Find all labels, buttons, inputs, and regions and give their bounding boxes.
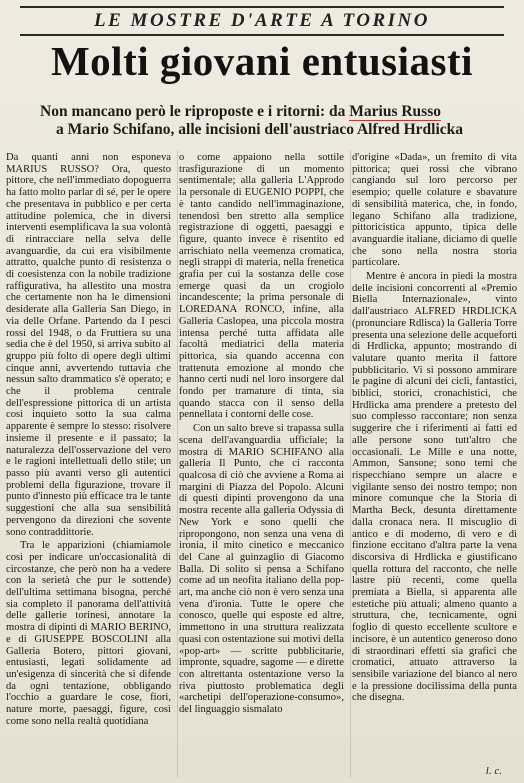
column-1 [6,152,171,778]
column-2 [179,152,344,778]
subhead-line1-pre: Non mancano però le riproposte e i ritorni: da [40,103,350,120]
author-signature: l. c. [485,765,502,777]
subheadline [40,103,510,139]
paragraph: Tra le apparizioni (chiamiamole così per indicare un'occasionalità di circostanze, che però non ha a vedere con la serietà che pur le sottende) dell'ultima settimana bisogna, perché sia completo il panorama dell'attività delle gallerie torinesi, annotare la mostra di dipinti di MARIO BERINO, e di GIUSEPPE BOSCOLINI alla Galleria Botero, pittori giovani, entusiasti, legati solidamente ad un'esigenza di sincerità che si difende da ogni tentazione, obbligando l'occhio a guardare le cose, fiori, nature morte, paesaggi, figure, così come sono nella realtà quotidiana [6,540,171,727]
paragraph: Da quanti anni non esponeva MARIUS RUSSO? Ora, questo pittore, che nell'immediato dopoguerra ha fatto molto parlar di sé, per le opere che presentava in pubblico e per certa attitudine polemica, che in diversi interventi esemplificava la sua volontà di rintracciare nella selva delle avanguardie, da cui era visibilmente attratto, qualche punto di resistenza o di coesistenza con la nobile tradizione raffigurativa, ha allestito una mostra che certamente non ha le dimensioni desiderate alla Galleria San Diego, in via delle Orfane. Partendo da I pesci rossi del 1948, o da Fruttiera su una sedia che è del 1950, si arriva subito al gruppo più folto di opere degli ultimi cinque anni, avvertendo tuttavia che nessun salto drammatico s'è operato; e che il problema centrale dell'espressione pittorica di un artista così inquieto sotto la sua calma apparente è sempre lo stesso: risolvere insieme il presente e il passato; la naturalezza dell'osservazione del vero e le ragioni intellettuali dello stile; un passo più avanti verso gli autentici problemi della figurazione, trovare il punto d'innesto più efficace tra le tante suggestioni che alla sua sensibilità pervengono da direzioni che sovente sono contraddittorie. [6,152,171,538]
subhead-line2: a Mario Schifano, alle incisioni dell'austriaco Alfred Hrdlicka [56,121,464,138]
headline: Molti giovani entusiasti [50,38,474,84]
paragraph: d'origine «Dada», un fremito di vita pittorica; quei rossi che vibrano cangiando sul loro percorso per esempio; quelle colature e sbavature di sensibilità materica, che, in fondo, legano Schifano alla tradizione, pittoricistica appunto, tipica delle avanguardie italiane, diciamo di quelle che sono nella nostra storia particolare. [352,152,517,269]
paragraph: o come appaiono nella sottile trasfigurazione di un momento sentimentale; alla galleria L'Approdo la personale di EUGENIO POPPI, che è tanto candido nell'immaginazione, tenendosi ben stretto alla semplice registrazione di oggetti, paesaggi e figure, quanto invece è risentito ed arrischiato nella veemenza cromatica, negli strappi di materia, nella frenetica grafia per cui la sostanza delle cose emerge quasi da un crogiolo incandescente; la prima personale di LOREDANA RONCO, infine, alla Galleria Caslopea, una piccola mostra intensa perché tutta affidata alle facoltà mediatrici della materia pittorica, sia quando accenna con trattenuta emozione al mondo che hanno certi nudi nel loro insorgere dal fondo per tramature di tinta, sia quando stacca con il senso della pennellata i contorni delle cose. [179,152,344,421]
section-kicker: LE MOSTRE D'ARTE A TORINO [20,6,504,36]
paragraph: Con un salto breve si trapassa sulla scena dell'avanguardia ufficiale; la mostra di MARIO SCHIFANO alla galleria Il Punto, che ci racconta qualcosa di ciò che avviene a Roma ai margini di Piazza del Popolo. Alcuni di questi dipinti provengono da una mostra recente alla galleria Odyssia di New York e sono quelli che ripropongono, non senza una vena di ironia, il mito cinetico e meccanico del Cane al guinzaglio di Giacomo Balla. Di solito si pensa a Schifano come ad un neofita italiano della pop-art, ma anche ciò non è vero senza una vena d'ironia. Tutte le opere che conosco, quelle qui esposte ed altre, immettono in una struttura realizzata quasi con ostentazione sui motivi della «pop-art» — scritte pubblicitarie, impronte, squadre, sagome — e dirette con altrettanta ostentazione verso la riva piuttosto problematica degli «archetipi dell'operazione-consumo», del linguaggio sismalato [179,423,344,716]
article-body [6,152,518,778]
paragraph: Mentre è ancora in piedi la mostra delle incisioni concorrenti al «Premio Biella Internazionale», vinto dall'austriaco ALFRED HRDLICKA (pronunciare Rdlisca) la Galleria Torre presenta una selezione delle acqueforti di Hrdlicka, appunto; mostrando di valutare quanto merita il fattore pubblicitario. Vi si possono ammirare le pagine di alcuni dei cicli, fantastici, biblici, storici, cronachistici, che Hrdlicka ama prendere a pretesto del suo complesso raccontare; non senza suggerire che i riferimenti ai fatti ed alle persone sono tutt'altro che occasionali. Le Mille e una notte, Ammon, Sansone; sono temi che rispecchiano sempre un alacre e vigilante senso dei nostro tempo; non minore comunque che la Storia di Martha Beck, desunta direttamente dalla cronaca nera. Il miscuglio di antico e di moderno, di vero e di finzione eccitano d'altra parte la vena discorsiva di Hrdlicka e giustificano quella rottura del racconto, che nelle lastre più recenti, come quella premiata a Biella, si apparenta alle estetiche più attuali; almeno quanto a struttura, che, tecnicamente, ogni foglio di questo eccellente scultore e incisore, è un autentico generoso dono di straordinari effetti sia grafici che cromatici, attuato attraverso la sensibile variazione del bianco al nero e la pressione docilissima della punta che disegna. [352,271,517,704]
subhead-artist-name: Marius Russo [349,103,441,120]
column-3 [352,152,517,778]
